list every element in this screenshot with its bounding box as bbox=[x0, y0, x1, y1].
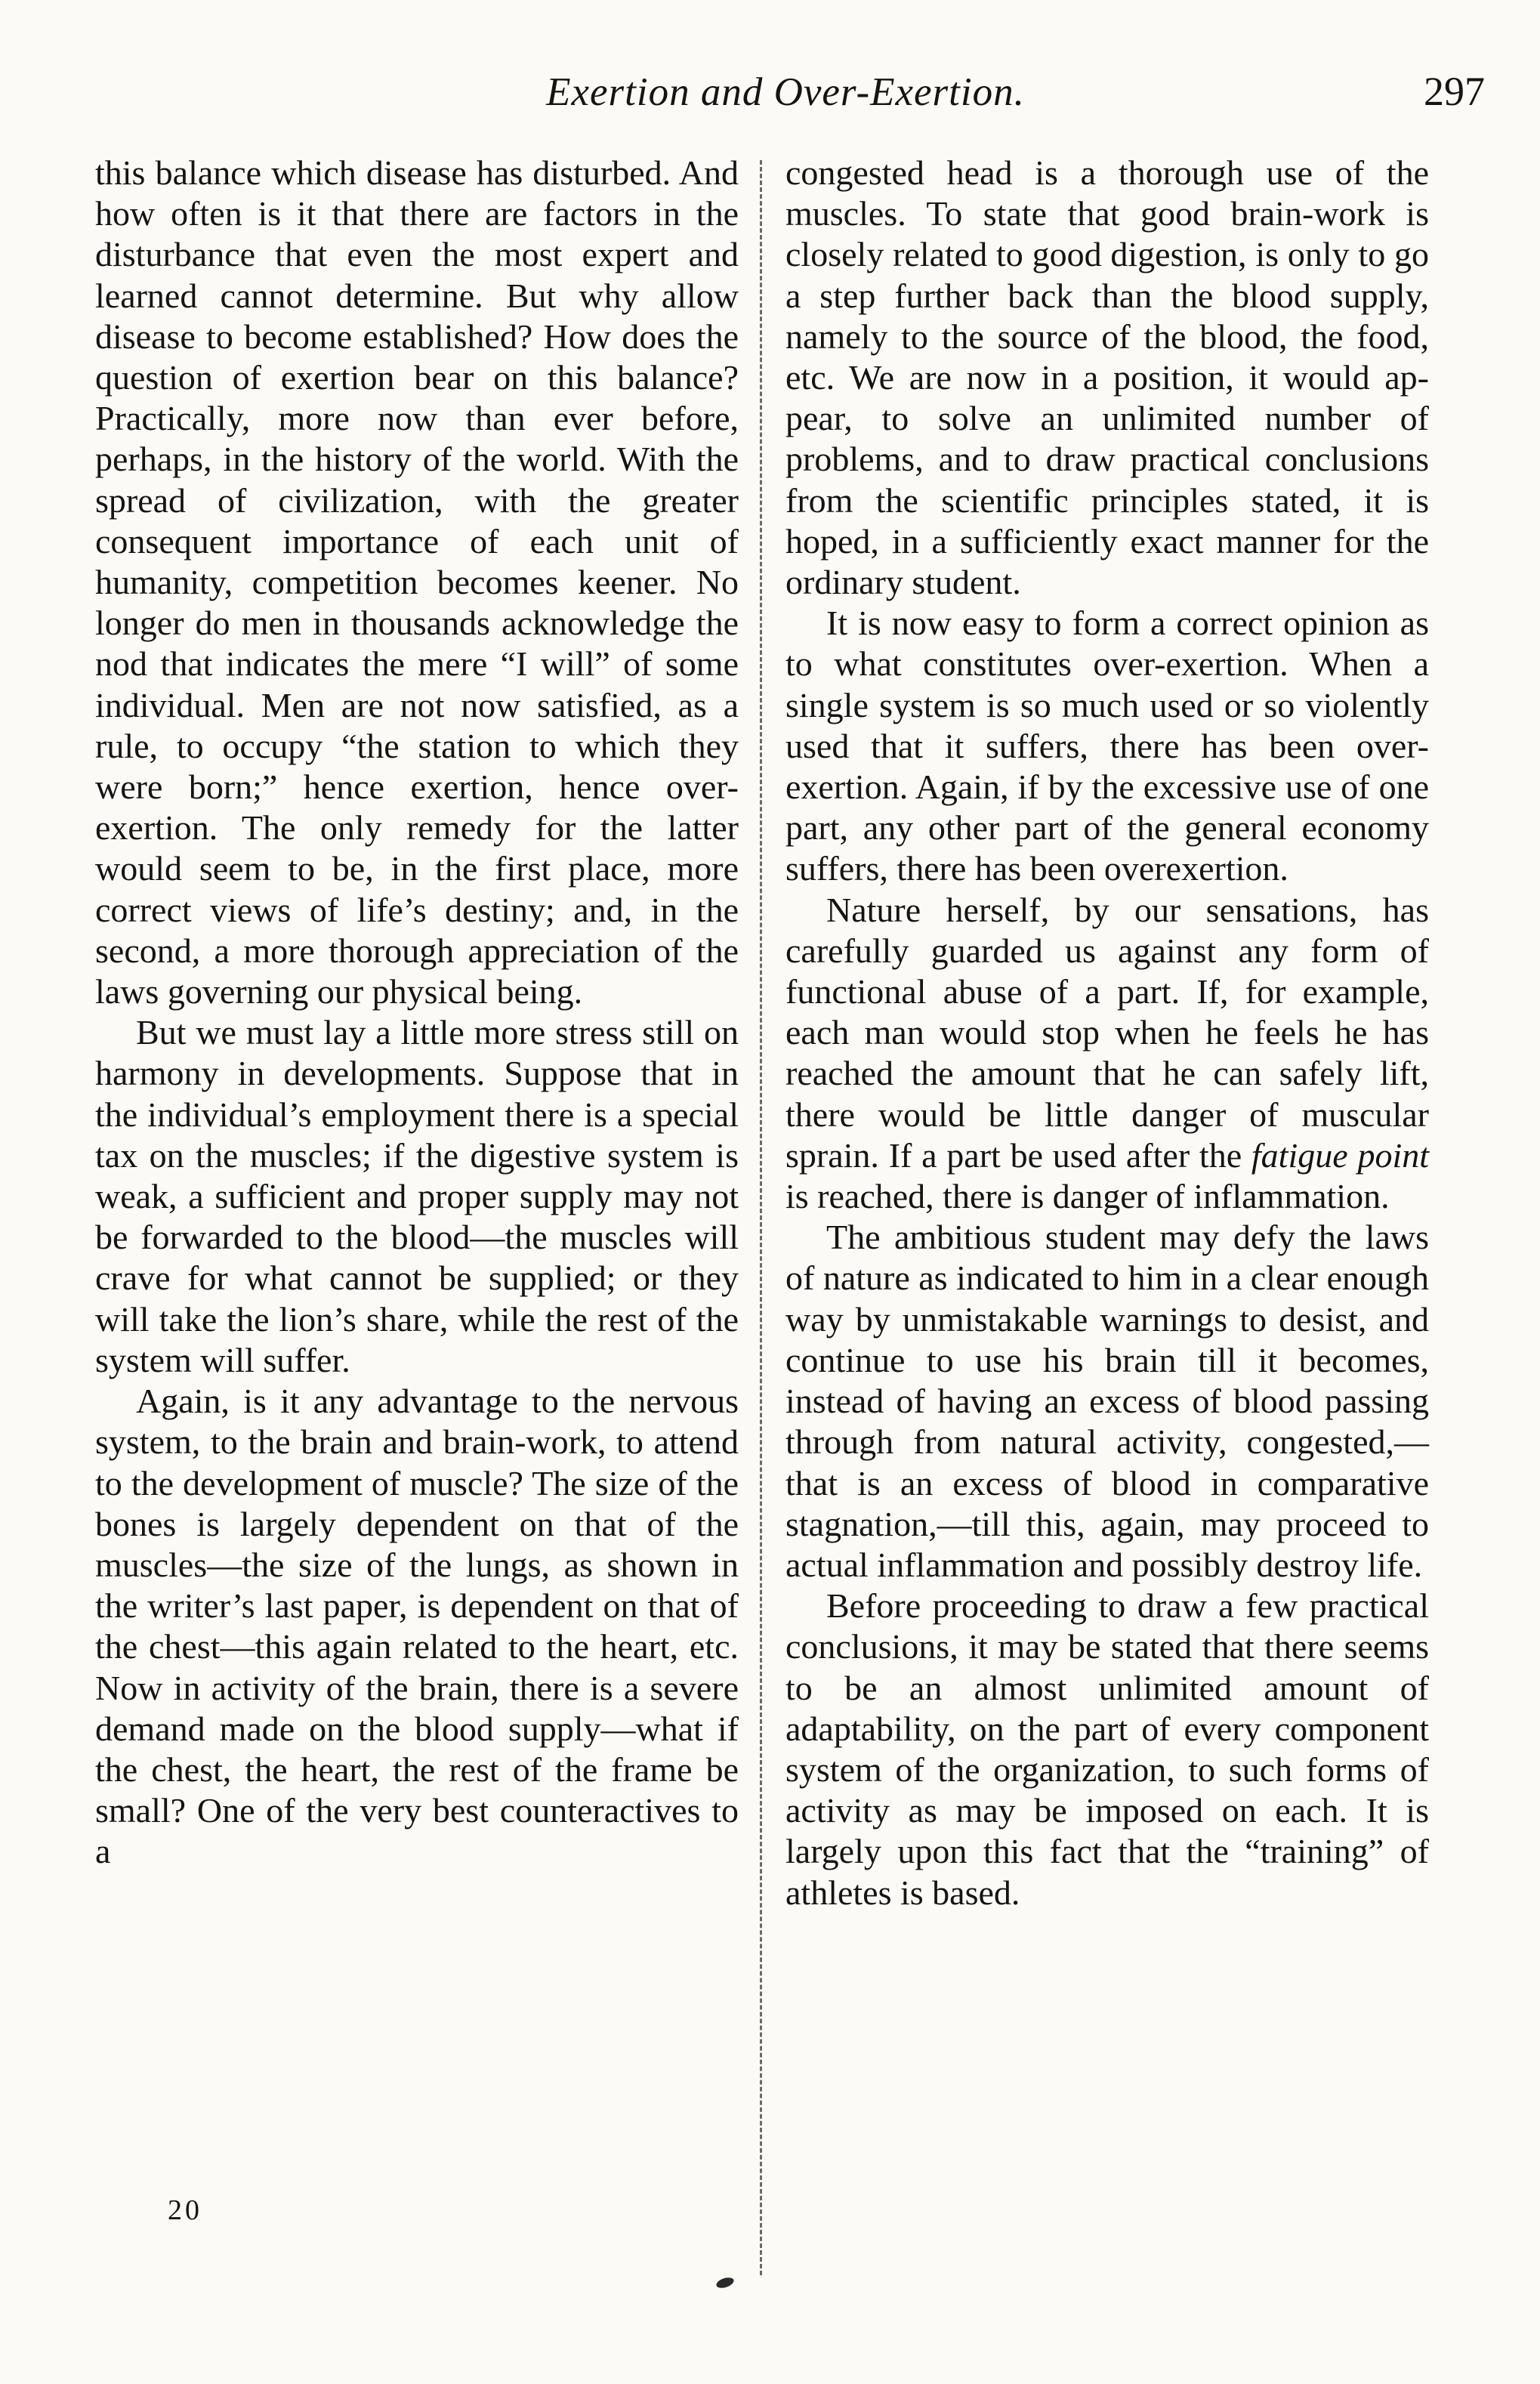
paragraph-text: is reached, there is danger of inflammation. bbox=[785, 1177, 1390, 1216]
signature-mark: 20 bbox=[168, 2194, 202, 2226]
paragraph: Again, is it any advantage to the nervous system, to the brain and brain-work, to attend to the development of muscle? The size of the bones is largely dependent on that of the muscles—the size of the lungs, as shown in the writer’s last paper, is dependent on that of the chest—this again related to the heart, etc. Now in activity of the brain, there is a severe demand made on the blood supply—what if the chest, the heart, the rest of the frame be small? One of the very best counteractives to a bbox=[95, 1382, 739, 1871]
paragraph: But we must lay a little more stress still on harmony in developments. Suppose that in the individual’s employment there is a special tax on the muscles; if the digestive system is weak, a sufficient and proper supply may not be forwarded to the blood—the muscles will crave for what cannot be supplied; or they will take the lion’s share, while the rest of the system will suffer. bbox=[95, 1013, 739, 1379]
ink-smudge bbox=[715, 2276, 736, 2290]
paragraph-text: Nature herself, by our sensations, has carefully guarded us against any form of functional abuse of a part. If, for example, each man would stop when he feels he has reached the amount that he can safely lift, there would be little danger of muscular sprain. If a part be used after the bbox=[785, 890, 1429, 1175]
paragraph: The ambitious student may defy the laws of nature as indicated to him in a clear enough way by unmistakable warnings to desist, and continue to use his brain till it becomes, instead of having an excess of blood passing through from natural activity, congested,—that is an excess of blood in comparative stagnation,—till this, again, may proceed to actual inflammation and possibly destroy life. bbox=[785, 1218, 1429, 1584]
emphasized-term: fatigue point bbox=[1251, 1135, 1430, 1175]
left-column bbox=[95, 153, 739, 1873]
page-number: 297 bbox=[1424, 69, 1485, 114]
running-title: Exertion and Over-Exertion. bbox=[546, 70, 1025, 114]
paragraph bbox=[785, 890, 1429, 1218]
paragraph: congested head is a thorough use of the muscles. To state that good brain-work is closely related to good digestion, is only to go a step further back than the blood supply, namely to the source of the blood, the food, etc. We are now in a position, it would appear, to solve an unlimited number of problems, and to draw practical conclusions from the scientific principles stated, it is hoped, in a sufficiently exact manner for the ordinary student. bbox=[785, 153, 1429, 602]
paragraph: It is now easy to form a correct opinion as to what constitutes over-exertion. When a single system is so much used or so violently used that it suffers, there has been over-exertion. Again, if by the excessive use of one part, any other part of the general economy suffers, there has been overexertion. bbox=[785, 604, 1429, 888]
paragraph: Before proceeding to draw a few practical conclusions, it may be stated that there seems to be an almost unlimited amount of adaptability, on the part of every component system of the organization, to such forms of activity as may be imposed on each. It is largely upon this fact that the “training” of athletes is based. bbox=[785, 1586, 1429, 1912]
right-column bbox=[785, 153, 1429, 1913]
column-divider bbox=[760, 160, 762, 2275]
paragraph: this balance which disease has disturbed. And how often is it that there are factors in the disturbance that even the most expert and learned cannot determine. But why allow disease to become established? How does the question of exertion bear on this balance? Practically, more now than ever before, perhaps, in the history of the world. With the spread of civilization, with the greater consequent importance of each unit of humanity, competition becomes keener. No longer do men in thousands acknowledge the nod that indicates the mere “I will” of some individual. Men are not now satisfied, as a rule, to occupy “the station to which they were born;” hence exertion, hence over-exertion. The only remedy for the latter would seem to be, in the first place, more correct views of life’s destiny; and, in the second, a more thorough appreciation of the laws governing our physical being. bbox=[95, 153, 739, 1011]
